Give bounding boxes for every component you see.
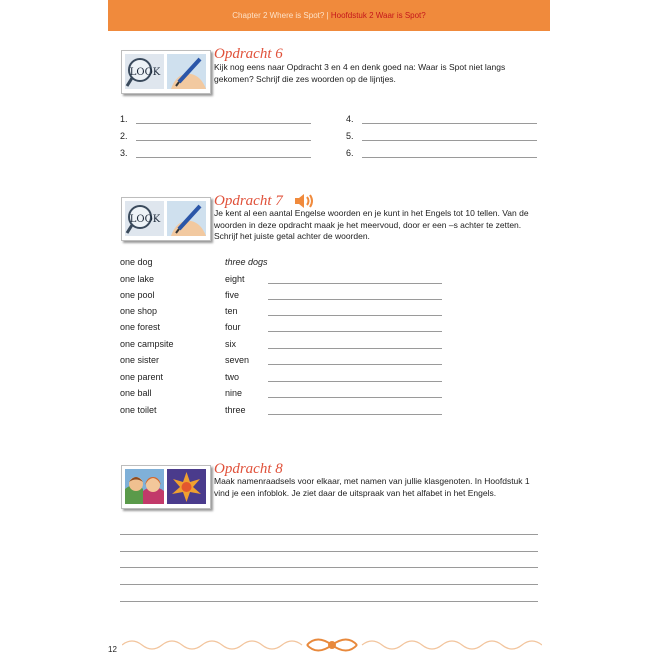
exercise-6-icons bbox=[121, 50, 211, 94]
number-cell: three bbox=[225, 405, 246, 415]
number-cell: seven bbox=[225, 355, 250, 365]
chapter-header bbox=[108, 0, 550, 31]
idea-star-icon bbox=[167, 469, 206, 504]
answer-number: 2. bbox=[120, 131, 128, 141]
ornament-border bbox=[122, 634, 542, 661]
number-cell: four bbox=[225, 322, 241, 332]
answer-number: 5. bbox=[346, 131, 354, 141]
answer-line[interactable] bbox=[268, 283, 442, 284]
answer-line[interactable] bbox=[268, 348, 442, 349]
chapter-title-en: Chapter 2 Where is Spot? bbox=[232, 11, 325, 20]
answer-line[interactable] bbox=[362, 123, 537, 124]
writing-line[interactable] bbox=[120, 601, 538, 602]
word-cell: one campsite bbox=[120, 339, 174, 349]
exercise-6-title: Opdracht 6 bbox=[214, 46, 283, 62]
answer-line[interactable] bbox=[268, 414, 442, 415]
word-cell: one parent bbox=[120, 372, 164, 382]
number-cell: ten bbox=[225, 306, 238, 316]
exercise-8-line-2: vind je een infoblok. Je ziet daar de uitspraak van het alfabet in het Engels. bbox=[214, 487, 497, 498]
answer-number: 6. bbox=[346, 148, 354, 158]
word-cell: one ball bbox=[120, 388, 152, 398]
exercise-6-instructions bbox=[214, 62, 505, 85]
answer-line[interactable] bbox=[136, 123, 311, 124]
exercise-8-instructions bbox=[214, 476, 530, 499]
exercise-7-line-1: Je kent al een aantal Engelse woorden en je kunt in het Engels tot 10 tellen. Van de bbox=[214, 208, 529, 218]
exercise-7-icons bbox=[121, 197, 211, 241]
answer-line[interactable] bbox=[268, 315, 442, 316]
exercise-7-title: Opdracht 7 bbox=[214, 193, 283, 209]
exercise-7-line-3: Schrijf het juiste getal achter de woorden. bbox=[214, 231, 370, 241]
people-icon bbox=[125, 469, 164, 504]
answer-line[interactable] bbox=[136, 157, 311, 158]
write-icon bbox=[167, 201, 206, 236]
example-word: one dog bbox=[120, 257, 153, 267]
chapter-separator: | bbox=[326, 11, 329, 20]
word-cell: one toilet bbox=[120, 405, 157, 415]
number-cell: five bbox=[225, 290, 240, 300]
look-icon bbox=[125, 201, 164, 236]
answer-line[interactable] bbox=[136, 140, 311, 141]
number-cell: eight bbox=[225, 274, 245, 284]
answer-number: 1. bbox=[120, 114, 128, 124]
word-cell: one sister bbox=[120, 355, 160, 365]
answer-number: 4. bbox=[346, 114, 354, 124]
word-cell: one lake bbox=[120, 274, 155, 284]
answer-line[interactable] bbox=[362, 157, 537, 158]
exercise-7-line-2: woorden in deze opdracht maak je het meervoud, door er een –s achter te zetten. bbox=[214, 219, 522, 230]
writing-line[interactable] bbox=[120, 584, 538, 585]
answer-line[interactable] bbox=[268, 397, 442, 398]
write-icon bbox=[167, 54, 206, 89]
exercise-7-instructions bbox=[214, 208, 529, 243]
number-cell: six bbox=[225, 339, 236, 349]
number-cell: nine bbox=[225, 388, 243, 398]
answer-number: 3. bbox=[120, 148, 128, 158]
exercise-6-line-1: Kijk nog eens naar Opdracht 3 en 4 en denk goed na: Waar is Spot niet langs bbox=[214, 62, 506, 72]
look-icon-text: LOOK bbox=[129, 67, 161, 78]
exercise-8-line-1: Maak namenraadsels voor elkaar, met namen van jullie klasgenoten. In Hoofdstuk 1 bbox=[214, 476, 530, 486]
answer-line[interactable] bbox=[268, 299, 442, 300]
example-answer: three dogs bbox=[225, 257, 268, 267]
exercise-8-icons bbox=[121, 465, 211, 509]
word-cell: one forest bbox=[120, 322, 161, 332]
answer-line[interactable] bbox=[362, 140, 537, 141]
writing-line[interactable] bbox=[120, 567, 538, 568]
answer-line[interactable] bbox=[268, 381, 442, 382]
answer-line[interactable] bbox=[268, 364, 442, 365]
writing-line[interactable] bbox=[120, 534, 538, 535]
look-icon-text: LOOK bbox=[129, 214, 161, 225]
word-cell: one pool bbox=[120, 290, 155, 300]
exercise-8-title: Opdracht 8 bbox=[214, 461, 283, 477]
answer-line[interactable] bbox=[268, 331, 442, 332]
word-cell: one shop bbox=[120, 306, 158, 316]
look-icon bbox=[125, 54, 164, 89]
page-number: 12 bbox=[108, 645, 117, 654]
chapter-title-nl: Hoofdstuk 2 Waar is Spot? bbox=[330, 11, 426, 20]
writing-line[interactable] bbox=[120, 551, 538, 552]
number-cell: two bbox=[225, 372, 240, 382]
exercise-6-line-2: gekomen? Schrijf die zes woorden op de lijntjes. bbox=[214, 73, 396, 84]
